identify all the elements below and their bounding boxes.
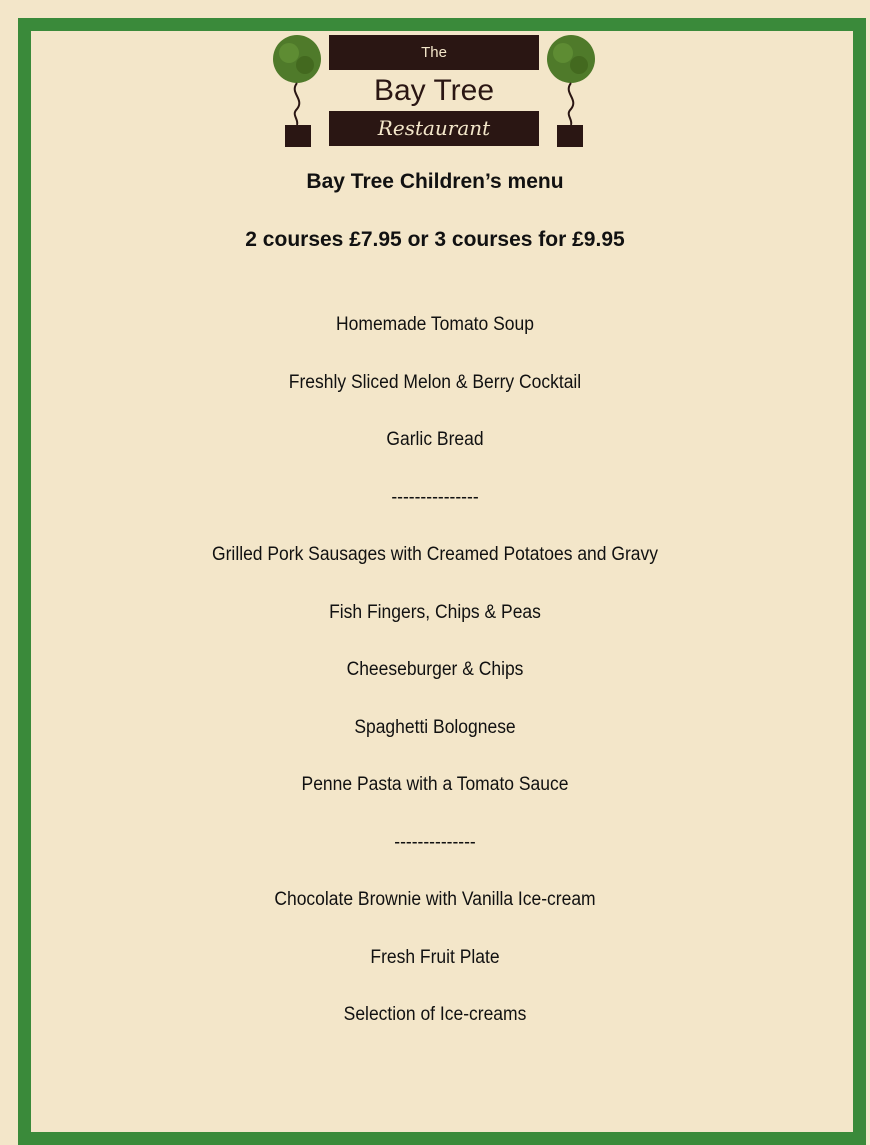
starter-item: Freshly Sliced Melon & Berry Cocktail xyxy=(288,372,582,393)
bay-tree-right-icon xyxy=(539,35,599,147)
menu-title: Bay Tree Children’s menu xyxy=(306,170,564,193)
dessert-item: Selection of Ice-creams xyxy=(343,1004,527,1025)
logo-subtitle: Restaurant xyxy=(329,111,539,146)
bay-tree-left-icon xyxy=(269,35,329,147)
dessert-item: Chocolate Brownie with Vanilla Ice-cream xyxy=(274,889,596,910)
course-divider: -------------- xyxy=(394,832,476,853)
restaurant-logo xyxy=(269,35,599,147)
main-item: Fish Fingers, Chips & Peas xyxy=(329,602,541,623)
main-item: Grilled Pork Sausages with Creamed Potatoes and Gravy xyxy=(212,544,658,565)
dessert-item: Fresh Fruit Plate xyxy=(370,947,500,968)
starter-item: Garlic Bread xyxy=(386,429,484,450)
price-line: 2 courses £7.95 or 3 courses for £9.95 xyxy=(245,228,625,251)
logo-top-word: The xyxy=(329,35,539,70)
course-divider: --------------- xyxy=(391,487,479,508)
main-item: Spaghetti Bolognese xyxy=(354,717,516,738)
starter-item: Homemade Tomato Soup xyxy=(336,314,534,335)
main-item: Cheeseburger & Chips xyxy=(346,659,524,680)
logo-name: Bay Tree xyxy=(373,74,495,107)
main-item: Penne Pasta with a Tomato Sauce xyxy=(301,774,569,795)
